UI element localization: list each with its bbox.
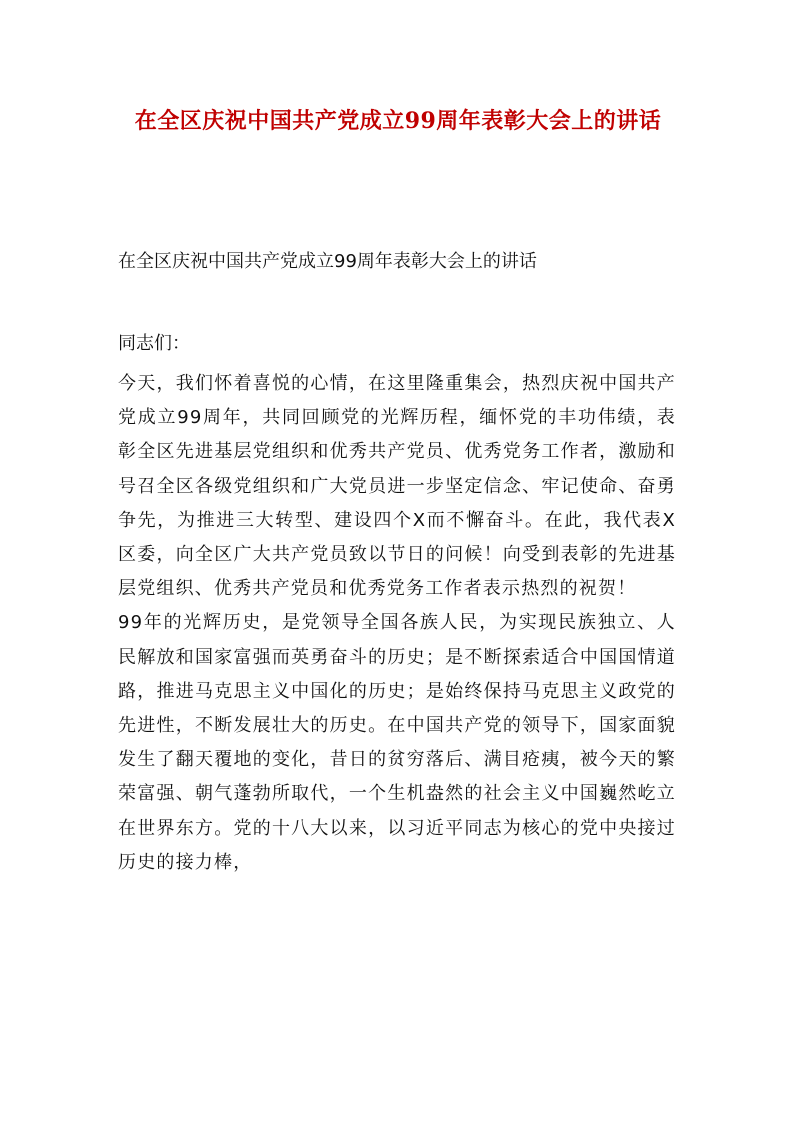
body-paragraph-1: 今天，我们怀着喜悦的心情，在这里隆重集会，热烈庆祝中国共产党成立99周年，共同回顾党的光辉历程，缅怀党的丰功伟绩，表彰全区先进基层党组织和优秀共产党员、优秀党务工作者，激励和号召全区各级党组织和广大党员进一步坚定信念、牢记使命、奋勇争先，为推进三大转型、建设四个X而不懈奋斗。在此，我代表X区委，向全区广大共产党员致以节日的问候！向受到表彰的先进基层党组织、优秀共产党员和优秀党务工作者表示热烈的祝贺！	[118, 373, 676, 600]
document-subtitle: 在全区庆祝中国共产党成立99周年表彰大会上的讲话	[118, 251, 537, 272]
document-title: 在全区庆祝中国共产党成立99周年表彰大会上的讲话	[134, 108, 662, 134]
speech-body	[118, 367, 676, 880]
body-paragraph-2: 99年的光辉历史，是党领导全国各族人民，为实现民族独立、人民解放和国家富强而英勇奋斗的历史；是不断探索适合中国国情道路，推进马克思主义中国化的历史；是始终保持马克思主义政党的先进性，不断发展壮大的历史。在中国共产党的领导下，国家面貌发生了翻天覆地的变化，昔日的贫穷落后、满目疮痍，被今天的繁荣富强、朝气蓬勃所取代，一个生机盎然的社会主义中国巍然屹立在世界东方。党的十八大以来，以习近平同志为核心的党中央接过历史的接力棒，	[118, 612, 676, 873]
greeting-line: 同志们：	[118, 333, 190, 354]
